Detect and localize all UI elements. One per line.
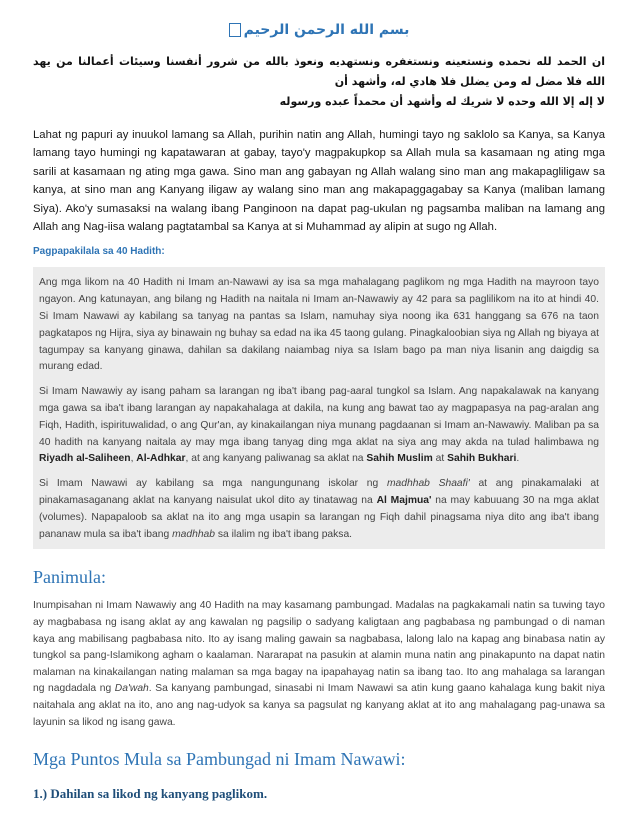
introduction-block: [33, 267, 605, 549]
book-title: Riyadh al-Saliheen: [39, 453, 131, 465]
book-title: Al Majmua': [376, 495, 432, 506]
missing-glyph-box: [229, 23, 241, 37]
heading-mga-puntos: Mga Puntos Mula sa Pambungad ni Imam Nawawi:: [33, 749, 406, 770]
heading-panimula: Panimula:: [33, 567, 106, 588]
document-page: [33, 0, 605, 802]
arabic-line-1: ان الحمد لله نحمده ونستعينه ونستغفره ونستهديه ونعوذ بالله من شرور أنفسنا وسيئات أعمالنا من يهد الله فلا مضل له ومن يضلل فلا هادي له، وأشهد أن: [33, 55, 605, 88]
book-title: Sahih Muslim: [366, 453, 433, 465]
intro-hadith-paragraph-2: Si Imam Nawawiy ay isang paham sa larangan ng iba't ibang pag-aaral tungkol sa Islam. Ang napakalawak na kanyang mga gawa sa iba't ibang larangan ay napakahalaga at dakila, na kung ang bawat tao ay magpapasya na pag-aralan ang Fiqh, Hadith, ispirituwalidad, o ang Qur'an, ay kinakailangan niya munang pagdaanan si Imam an-Nawawiy. Maliban pa sa 40 hadith na kanyang naitala ay may mga ibang tanyag ding mga aklat na siya ang may akda na tulad halimbawa ng Riyadh al-Saliheen, Al-Adhkar, at ang kanyang paliwanag sa aklat na Sahih Muslim at Sahih Bukhari.: [39, 386, 599, 465]
italic-term: madhhab: [172, 528, 215, 540]
subheading-point-1: 1.) Dahilan sa likod ng kanyang paglikom.: [33, 786, 268, 802]
italic-term: Da'wah: [114, 683, 149, 695]
book-title: Sahih Bukhari: [447, 453, 517, 465]
arabic-line-2: لا إله إلا الله وحده لا شريك له وأشهد أن محمداً عبده ورسوله: [279, 95, 605, 108]
intro-hadith-paragraph-1: Ang mga likom na 40 Hadith ni Imam an-Nawawi ay isa sa mga mahalagang paglikom ng mga Hadith na mayroon tayo ngayon. Ang katunayan, ang bilang ng Hadith na naitala ni Imam an-Nawawiy ay 42 para sa paglilikom na ito at hindi 40. Si Imam Nawawi ay kabilang sa tanyag na pantas sa Islam, namuhay siya noong ika 631 hanggang sa 676 na taon pagkatapos ng Hijra, siya ay binawain ng buhay sa edad na ika 45 taong gulang. Pinagkaloobian siya ng Allah ng biyaya at tagumpay sa kanyang ginawa, dahilan sa dakilang naiambag niya sa Islam bago pa man niya lisanin ang daigdig sa murang edad.: [39, 277, 599, 373]
bismillah-heading: بسم الله الرحمن الرحيم: [33, 22, 605, 38]
section-label-introduction: Pagpapakilala sa 40 Hadith:: [33, 246, 165, 258]
book-title: Al-Adhkar: [136, 453, 186, 465]
panimula-paragraph: Inumpisahan ni Imam Nawawiy ang 40 Hadith na may kasamang pambungad. Madalas na pagkakamali natin sa tuwing tayo ay magbabasa ng isang aklat ay ang kawalan ng pagsilip o sadyang kaligtaan ang pagbabasa ng pambungad o di naman kaya ang mabilisang pagbabasa nito. Ito ay isang maling gawain sa nagbabasa, lalong lalo na kapag ang binabasa natin ay tungkol sa pang-Islamikong agham o kaalaman. Nararapat na pasukin at alamin muna natin ang pinakapunto na dapat natin malaman na kinakailangan nating malaman sa mga bagay na ipapahayag natin sa ibang tao. Ito ang mahalaga sa larangan ng nagdadala ng Da'wah. Sa kanyang pambungad, sinasabi ni Imam Nawawi sa atin kung gaano kahalaga kung bakit niya naitahala ang aklat na ito, ano ang nag-udyok sa kanya sa pagsulat ng kanyang aklat at ito ang mahalagang pag-unawa sa layunin sa likod ng isang gawa.: [33, 600, 605, 728]
italic-term: madhhab Shaafi': [386, 478, 470, 490]
arabic-opening-supplication: [33, 52, 605, 112]
intro-hadith-paragraph-3: Si Imam Nawawi ay kabilang sa mga nangungunang iskolar ng madhhab Shaafi' at ang pinakamalaki at pinakamasaganang aklat na kanyang naisulat ukol dito ay tinatawag na Al Majmua' na may kabuuang 30 na mga aklat (volumes). Napapaloob sa aklat na ito ang mga usapin sa larangan ng Fiqh dahil pinagsama niya dito ang iba't ibang pananaw mula sa iba't ibang madhhab sa ilalim ng iba't ibang paksa.: [39, 478, 600, 540]
intro-paragraph: Lahat ng papuri ay inuukol lamang sa Allah, purihin natin ang Allah, humingi tayo ng saklolo sa Kanya, sa Kanya lamang tayo humingi ng kapatawaran at gabay, tayo'y magpakupkop sa Allah mula sa kasamaan ng ating mga sarili at kasamaan ng ating mga gawa. Sino man ang gabayan ng Allah walang sino man ang makapagliligaw sa kanya, at sino man ang Kanyang iligaw ay walang sino man ang makapaggagabay sa Kanya (maliban lamang Siya). Ako'y sumasaksi na walang ibang Panginoon na dapat pag-ukulan ng pagsamba maliban na lamang ang Allah ang Nag-iisa walang pagtatambal sa Kanya at si Muhammad ay alipin at sugo ng Allah.: [33, 129, 605, 234]
